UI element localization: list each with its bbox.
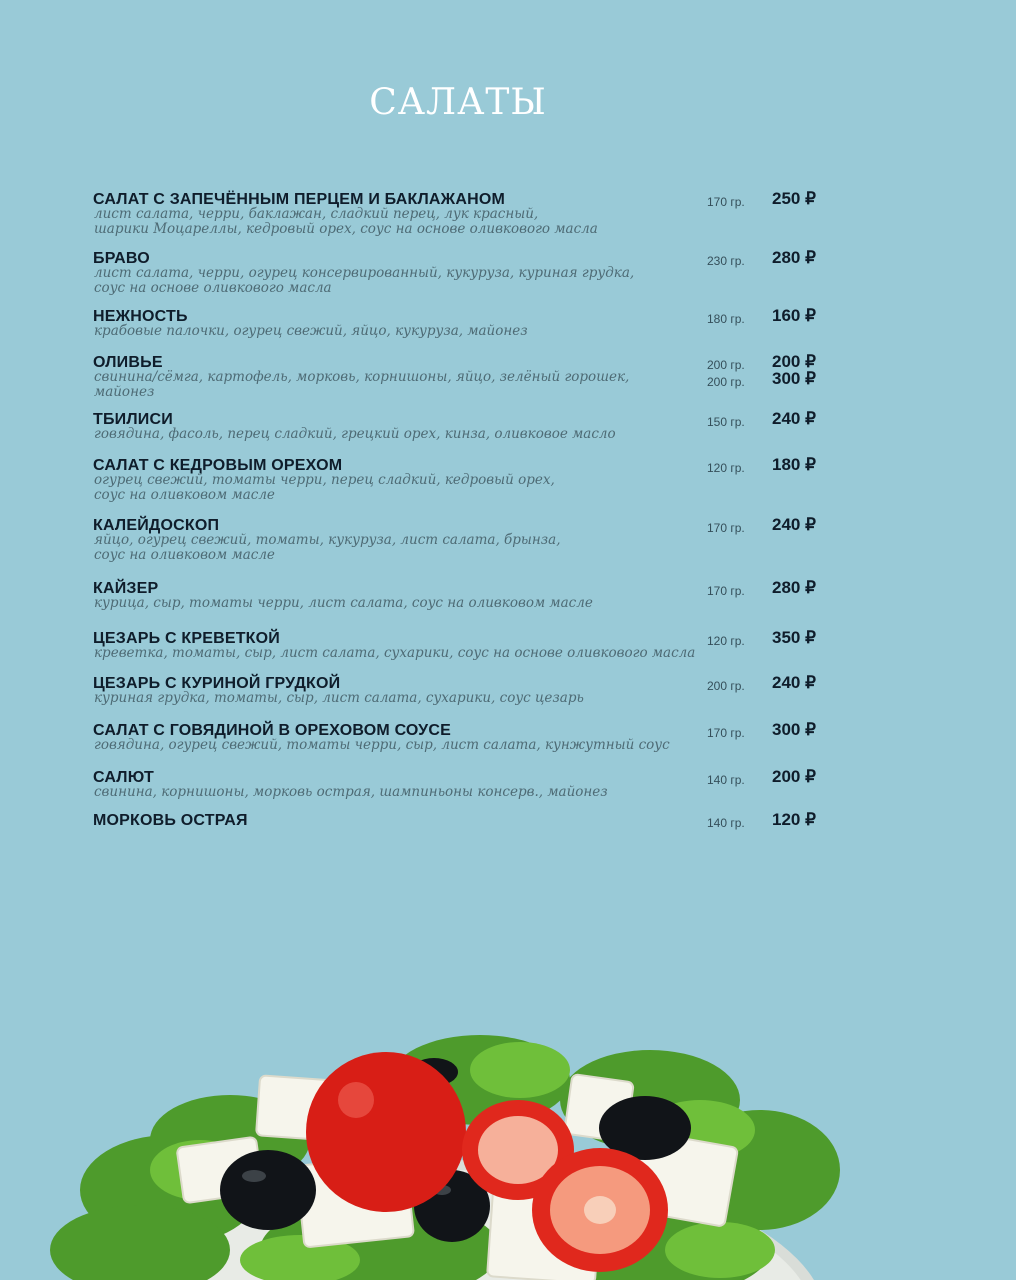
description-line: майонез: [94, 384, 155, 400]
menu-item-price: 200 ₽: [772, 767, 816, 786]
menu-item-name: САЛАТ С ГОВЯДИНОЙ В ОРЕХОВОМ СОУСЕ: [93, 722, 451, 739]
menu-item-name: БРАВО: [93, 250, 150, 267]
menu-item-description: [94, 207, 694, 237]
description-line: соус на основе оливкового масла: [94, 280, 332, 296]
menu-item-price: 240 ₽: [772, 673, 816, 692]
description-line: креветка, томаты, сыр, лист салата, сухарики, соус на основе оливкового масла: [94, 645, 696, 661]
description-line: яйцо, огурец свежий, томаты, кукуруза, лист салата, брынза,: [94, 532, 561, 548]
menu-item-name: САЛАТ С ЗАПЕЧЁННЫМ ПЕРЦЕМ И БАКЛАЖАНОМ: [93, 191, 505, 208]
menu-item-description: [94, 691, 694, 706]
menu-item-price: 300 ₽: [772, 369, 816, 388]
description-line: говядина, фасоль, перец сладкий, грецкий орех, кинза, оливковое масло: [94, 426, 616, 442]
menu-item-description: [94, 427, 694, 442]
description-line: свинина/сёмга, картофель, морковь, корнишоны, яйцо, зелёный горошек,: [94, 369, 630, 385]
menu-item-weight: 180 гр.: [707, 312, 745, 326]
menu-item-description: [94, 370, 694, 400]
menu-item-description: [94, 596, 694, 611]
description-line: курица, сыр, томаты черри, лист салата, соус на оливковом масле: [94, 595, 593, 611]
menu-item-price: 280 ₽: [772, 578, 816, 597]
menu-item-name: ЦЕЗАРЬ С КРЕВЕТКОЙ: [93, 630, 280, 647]
menu-item-price: 240 ₽: [772, 409, 816, 428]
menu-item-price: 350 ₽: [772, 628, 816, 647]
menu-item-weight: 120 гр.: [707, 634, 745, 648]
menu-item-weight: 120 гр.: [707, 461, 745, 475]
menu-item-price: 160 ₽: [772, 306, 816, 325]
menu-item-price: 300 ₽: [772, 720, 816, 739]
menu-item-name: КАЛЕЙДОСКОП: [93, 517, 220, 534]
menu-item-weight: 200 гр.: [707, 375, 745, 389]
menu-item-name: ТБИЛИСИ: [93, 411, 173, 428]
description-line: шарики Моцареллы, кедровый орех, соус на основе оливкового масла: [94, 221, 598, 237]
menu-item-name: ЦЕЗАРЬ С КУРИНОЙ ГРУДКОЙ: [93, 675, 341, 692]
menu-item-weight: 140 гр.: [707, 816, 745, 830]
menu-item-weight: 150 гр.: [707, 415, 745, 429]
menu-item-name: САЛЮТ: [93, 769, 155, 786]
description-line: говядина, огурец свежий, томаты черри, сыр, лист салата, кунжутный соус: [94, 737, 670, 753]
menu-item-description: [94, 785, 694, 800]
menu-item-weight: 230 гр.: [707, 254, 745, 268]
menu-item-weight: 170 гр.: [707, 195, 745, 209]
menu-item-weight: 200 гр.: [707, 679, 745, 693]
menu-item-price: 280 ₽: [772, 248, 816, 267]
menu-item-description: [94, 646, 694, 661]
menu-item-price: 200 ₽: [772, 352, 816, 371]
description-line: огурец свежий, томаты черри, перец сладкий, кедровый орех,: [94, 472, 555, 488]
menu-item-name: НЕЖНОСТЬ: [93, 308, 188, 325]
menu-item-weight: 170 гр.: [707, 726, 745, 740]
menu-item-name: САЛАТ С КЕДРОВЫМ ОРЕХОМ: [93, 457, 343, 474]
menu-item-name: КАЙЗЕР: [93, 580, 159, 597]
page-title: САЛАТЫ: [369, 82, 547, 123]
menu-item-weight: 140 гр.: [707, 773, 745, 787]
menu-item-price: 120 ₽: [772, 810, 816, 829]
menu-item-description: [94, 473, 694, 503]
menu-item-name: МОРКОВЬ ОСТРАЯ: [93, 812, 248, 829]
menu-item-description: [94, 738, 694, 753]
menu-item-weight: 200 гр.: [707, 358, 745, 372]
menu-item-description: [94, 324, 694, 339]
menu-item-price: 180 ₽: [772, 455, 816, 474]
salad-bowl-image: [0, 1020, 1016, 1280]
description-line: куриная грудка, томаты, сыр, лист салата, сухарики, соус цезарь: [94, 690, 584, 706]
description-line: соус на оливковом масле: [94, 487, 275, 503]
description-line: соус на оливковом масле: [94, 547, 275, 563]
description-line: крабовые палочки, огурец свежий, яйцо, кукуруза, майонез: [94, 323, 528, 339]
menu-item-price: 250 ₽: [772, 189, 816, 208]
menu-item-name: ОЛИВЬЕ: [93, 354, 163, 371]
menu-item-weight: 170 гр.: [707, 521, 745, 535]
menu-item-description: [94, 533, 694, 563]
menu-item-weight: 170 гр.: [707, 584, 745, 598]
menu-item-description: [94, 266, 694, 296]
description-line: лист салата, черри, баклажан, сладкий перец, лук красный,: [94, 206, 539, 222]
description-line: лист салата, черри, огурец консервированный, кукуруза, куриная грудка,: [94, 265, 635, 281]
description-line: свинина, корнишоны, морковь острая, шампиньоны консерв., майонез: [94, 784, 608, 800]
menu-item-price: 240 ₽: [772, 515, 816, 534]
